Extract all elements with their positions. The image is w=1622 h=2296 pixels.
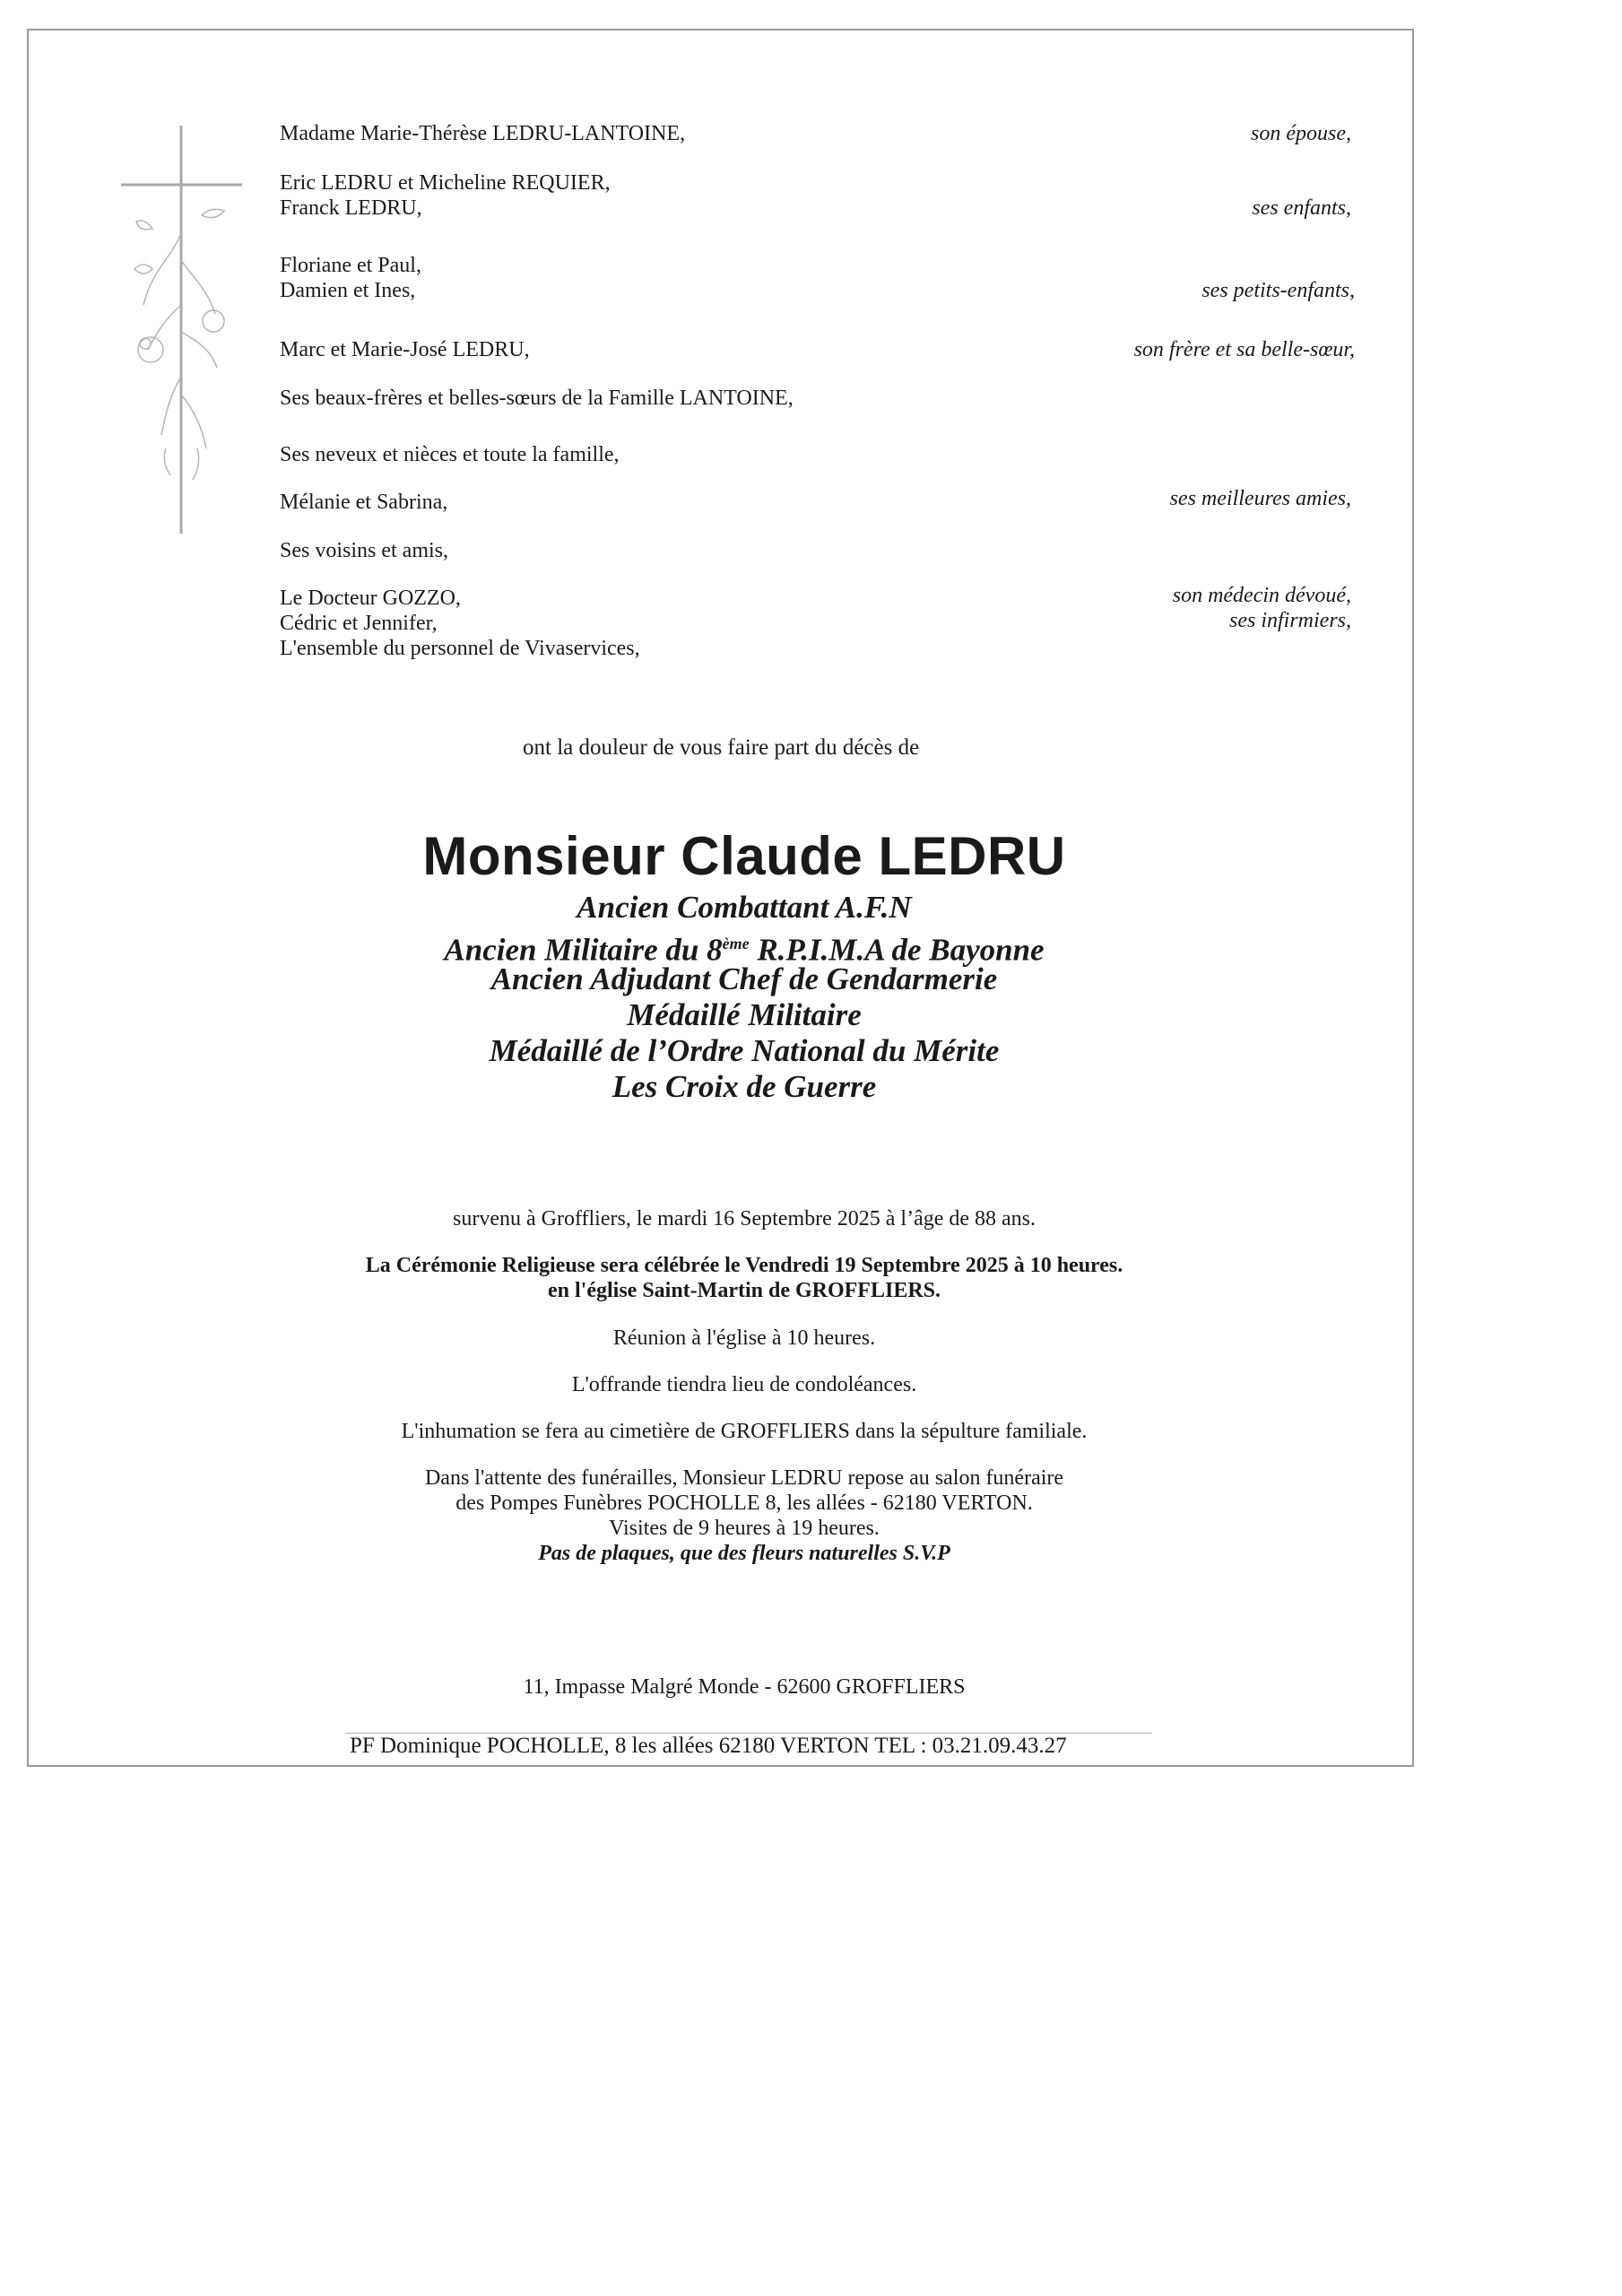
family-line-inlaws: Ses beaux-frères et belles-sœurs de la Famille LANTOINE, xyxy=(280,387,794,410)
visiting-hours: Visites de 9 heures à 19 heures. xyxy=(609,1517,880,1540)
ceremony-line-2: en l'église Saint-Martin de GROFFLIERS. xyxy=(548,1279,941,1302)
family-line-nurses: Cédric et Jennifer, xyxy=(280,612,438,635)
death-info: survenu à Groffliers, le mardi 16 Septembre 2025 à l’âge de 88 ans. xyxy=(452,1207,1037,1231)
family-line-sibling: Marc et Marie-José LEDRU, xyxy=(280,338,530,361)
reunion-text: Réunion à l'église à 10 heures. xyxy=(612,1326,876,1350)
family-line-grandchildren-2: Damien et Ines, xyxy=(280,279,416,302)
footer-text: PF Dominique POCHOLLE, 8 les allées 62180 VERTON TEL : 03.21.09.43.27 xyxy=(350,1734,1067,1758)
title-afn: Ancien Combattant A.F.N xyxy=(577,890,912,925)
family-line-nephews: Ses neveux et nièces et toute la famille, xyxy=(280,443,620,466)
offering-text: L'offrande tiendra lieu de condoléances. xyxy=(571,1373,917,1396)
family-line-spouse: Madame Marie-Thérèse LEDRU-LANTOINE, xyxy=(280,122,686,145)
title-rpima: Ancien Militaire du 8ème R.P.I.M.A de Bayonne xyxy=(444,932,1045,968)
family-line-neighbours: Ses voisins et amis, xyxy=(280,539,449,562)
title-gendarmerie: Ancien Adjudant Chef de Gendarmerie xyxy=(490,961,998,996)
title-croix-de-guerre: Les Croix de Guerre xyxy=(612,1069,877,1104)
title-medaille-militaire: Médaillé Militaire xyxy=(627,997,862,1032)
relation-doctor: son médecin dévoué, xyxy=(1172,584,1351,607)
funeral-home-line-1: Dans l'attente des funérailles, Monsieur LEDRU repose au salon funéraire xyxy=(424,1466,1064,1490)
cross-with-flowers-icon xyxy=(117,126,251,538)
relation-children: ses enfants, xyxy=(1252,196,1351,220)
burial-text: L'inhumation se fera au cimetière de GROFFLIERS dans la sépulture familiale. xyxy=(401,1420,1088,1443)
family-line-grandchildren-1: Floriane et Paul, xyxy=(280,254,421,277)
relation-spouse: son épouse, xyxy=(1251,122,1351,145)
relation-grandchildren: ses petits-enfants, xyxy=(1201,279,1355,302)
address-text: 11, Impasse Malgré Monde - 62600 GROFFLIERS xyxy=(523,1675,966,1699)
relation-nurses: ses infirmiers, xyxy=(1228,609,1351,632)
family-line-friends: Mélanie et Sabrina, xyxy=(280,491,448,514)
funeral-home-line-2: des Pompes Funèbres POCHOLLE 8, les allées - 62180 VERTON. xyxy=(455,1492,1033,1515)
flowers-note: Pas de plaques, que des fleurs naturelles S.V.P xyxy=(538,1542,950,1565)
family-line-children-2: Franck LEDRU, xyxy=(280,196,422,220)
family-line-children-1: Eric LEDRU et Micheline REQUIER, xyxy=(280,171,611,195)
relation-sibling: son frère et sa belle-sœur, xyxy=(1133,338,1355,361)
title-ordre-national: Médaillé de l’Ordre National du Mérite xyxy=(489,1033,1000,1068)
ceremony-line-1: La Cérémonie Religieuse sera célébrée le Vendredi 19 Septembre 2025 à 10 heures. xyxy=(365,1254,1123,1277)
family-line-staff: L'ensemble du personnel de Vivaservices, xyxy=(280,637,640,660)
family-line-doctor: Le Docteur GOZZO, xyxy=(280,587,461,610)
relation-friends: ses meilleures amies, xyxy=(1169,487,1351,510)
deceased-name: Monsieur Claude LEDRU xyxy=(422,826,1066,886)
announcement-text: ont la douleur de vous faire part du décès de xyxy=(523,735,920,760)
